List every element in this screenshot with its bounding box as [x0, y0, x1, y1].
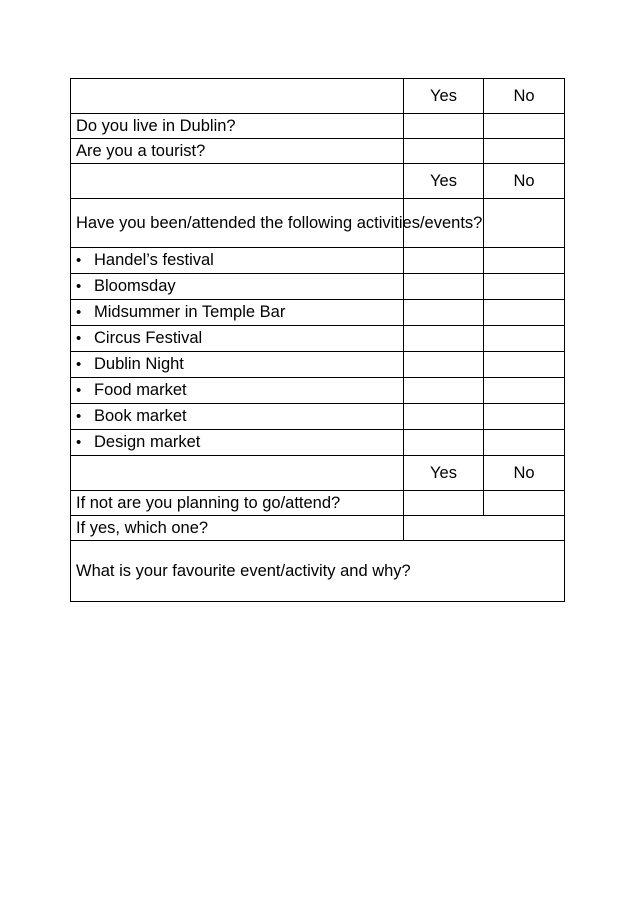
activity-label: Circus Festival [94, 329, 203, 347]
answer-yes-cell[interactable] [404, 404, 484, 430]
answer-no-cell[interactable] [484, 248, 565, 274]
question-row-which-one [71, 516, 565, 541]
header-row-3 [71, 456, 565, 491]
question-favourite-field[interactable] [71, 541, 565, 602]
question-activities: Have you been/attended the following activities/events? [71, 199, 404, 248]
activity-label: Book market [94, 407, 187, 425]
question-row-activities [71, 199, 565, 248]
header-blank-cell [71, 79, 404, 114]
answer-no-cell[interactable] [484, 352, 565, 378]
activity-item [71, 378, 404, 404]
answer-field-which-one[interactable] [404, 516, 565, 541]
header-blank-cell [71, 164, 404, 199]
activity-label: Midsummer in Temple Bar [94, 303, 286, 321]
activity-row [71, 378, 565, 404]
survey-table [70, 78, 565, 602]
activity-row [71, 404, 565, 430]
question-which-one: If yes, which one? [71, 516, 404, 541]
activity-label: Dublin Night [94, 355, 184, 373]
answer-no-cell[interactable] [484, 404, 565, 430]
activity-row [71, 326, 565, 352]
question-row-live-in-dublin [71, 114, 565, 139]
question-row-tourist [71, 139, 565, 164]
question-planning: If not are you planning to go/attend? [71, 491, 404, 516]
answer-no-cell[interactable] [484, 378, 565, 404]
answer-no-cell[interactable] [484, 430, 565, 456]
activity-label: Design market [94, 433, 201, 451]
header-no-label: No [484, 456, 565, 491]
answer-no-cell[interactable] [484, 274, 565, 300]
question-row-planning [71, 491, 565, 516]
activity-item [71, 300, 404, 326]
question-row-favourite [71, 541, 565, 602]
answer-yes-cell[interactable] [404, 352, 484, 378]
bullet-icon: • [76, 356, 82, 373]
header-no-label: No [484, 79, 565, 114]
activity-item [71, 274, 404, 300]
bullet-icon: • [76, 252, 82, 269]
activity-label: Food market [94, 381, 187, 399]
header-yes-label: Yes [404, 456, 484, 491]
answer-no-cell-live-in-dublin[interactable] [484, 114, 565, 139]
question-favourite: What is your favourite event/activity and why? [76, 562, 411, 580]
bullet-icon: • [76, 304, 82, 321]
activity-row [71, 352, 565, 378]
answer-no-cell[interactable] [484, 300, 565, 326]
answer-yes-cell[interactable] [404, 300, 484, 326]
header-row-1 [71, 79, 565, 114]
bullet-icon: • [76, 330, 82, 347]
answer-yes-cell[interactable] [404, 378, 484, 404]
activity-item [71, 248, 404, 274]
question-tourist: Are you a tourist? [71, 139, 404, 164]
activity-row [71, 274, 565, 300]
header-blank-cell [71, 456, 404, 491]
bullet-icon: • [76, 434, 82, 451]
bullet-icon: • [76, 382, 82, 399]
question-live-in-dublin: Do you live in Dublin? [71, 114, 404, 139]
answer-no-cell-tourist[interactable] [484, 139, 565, 164]
answer-yes-cell-tourist[interactable] [404, 139, 484, 164]
answer-yes-cell-live-in-dublin[interactable] [404, 114, 484, 139]
activity-row [71, 300, 565, 326]
activity-label: Handel’s festival [94, 251, 214, 269]
answer-yes-cell[interactable] [404, 248, 484, 274]
header-row-2 [71, 164, 565, 199]
activity-item [71, 404, 404, 430]
activity-label: Bloomsday [94, 277, 176, 295]
activity-item [71, 352, 404, 378]
activity-row [71, 248, 565, 274]
answer-yes-cell-planning[interactable] [404, 491, 484, 516]
activity-item [71, 326, 404, 352]
bullet-icon: • [76, 408, 82, 425]
header-yes-label: Yes [404, 79, 484, 114]
answer-no-cell-planning[interactable] [484, 491, 565, 516]
header-no-label: No [484, 164, 565, 199]
answer-yes-cell[interactable] [404, 430, 484, 456]
bullet-icon: • [76, 278, 82, 295]
answer-yes-cell[interactable] [404, 274, 484, 300]
answer-no-cell-activities[interactable] [484, 199, 565, 248]
answer-no-cell[interactable] [484, 326, 565, 352]
activity-row [71, 430, 565, 456]
header-yes-label: Yes [404, 164, 484, 199]
activity-item [71, 430, 404, 456]
answer-yes-cell[interactable] [404, 326, 484, 352]
